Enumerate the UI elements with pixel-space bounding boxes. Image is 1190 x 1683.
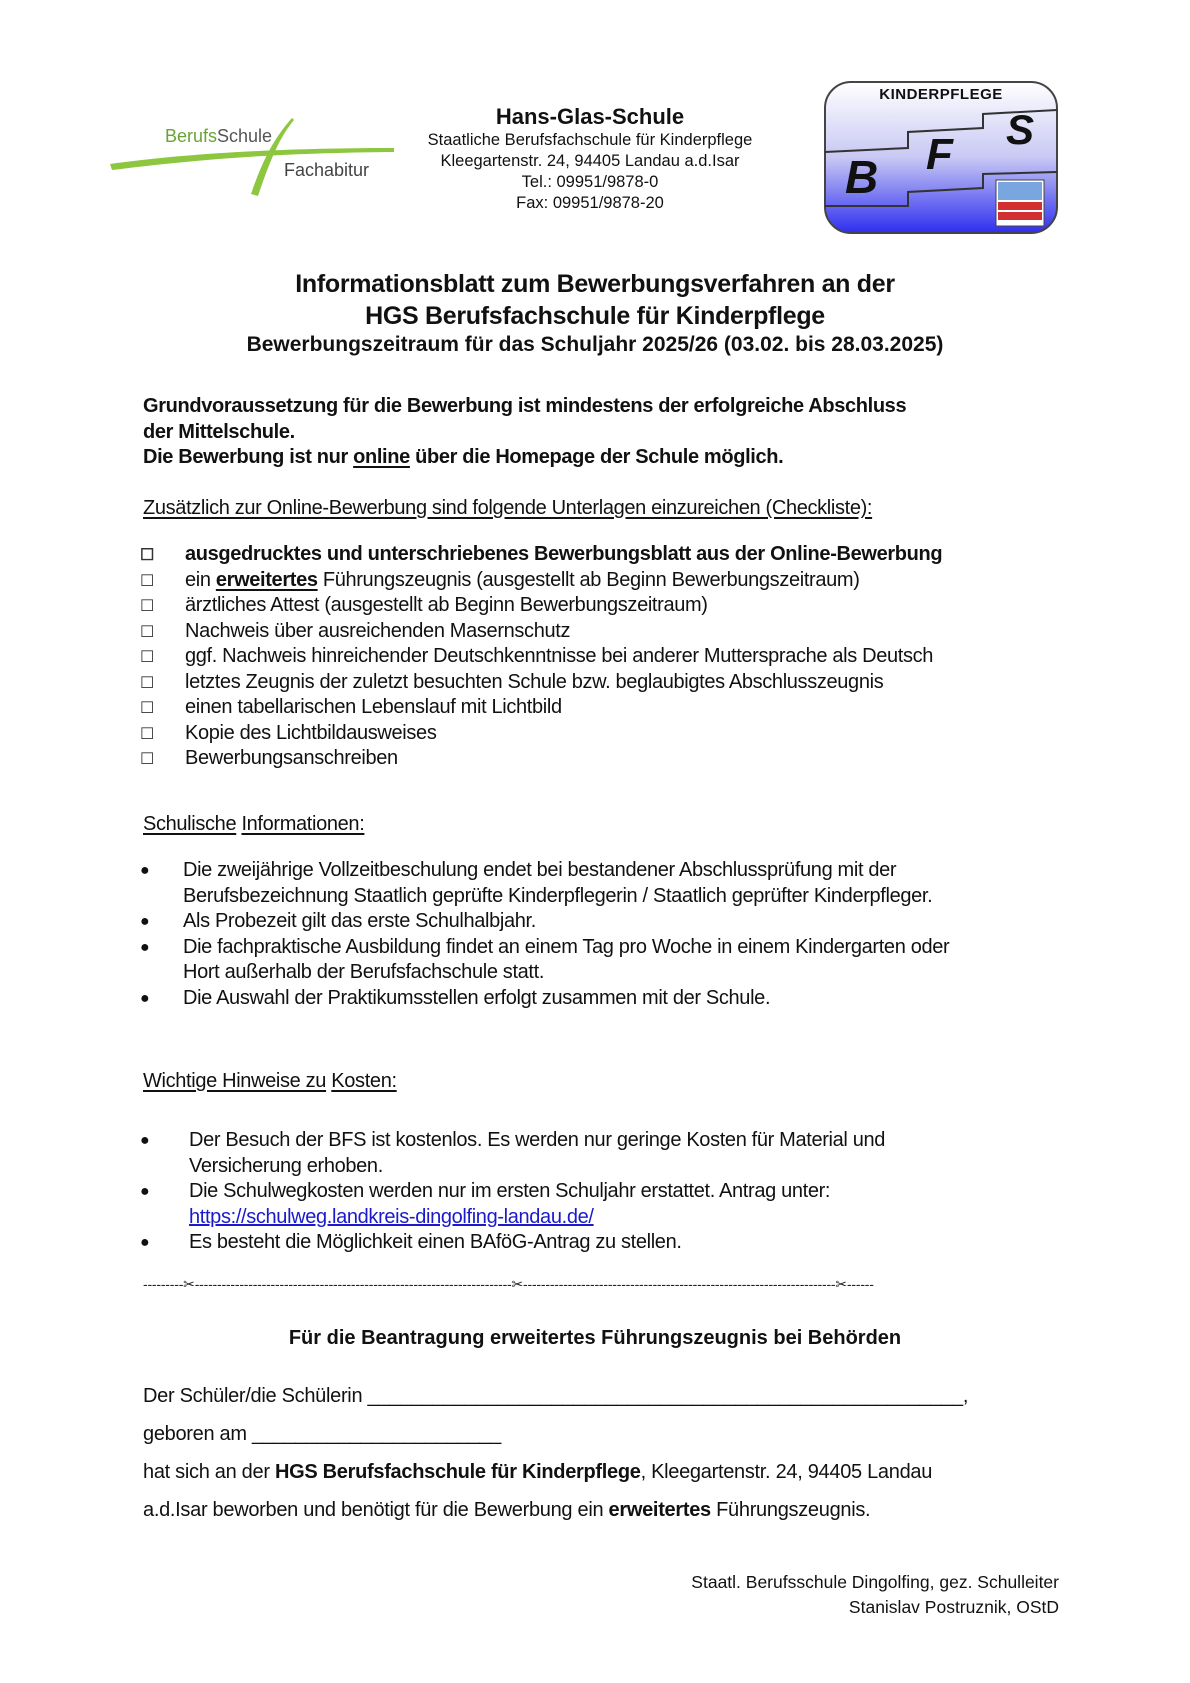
schulweg-link[interactable]: https://schulweg.landkreis-dingolfing-landau.de/ [189,1205,594,1228]
checkbox-icon[interactable]: ☐ [140,751,154,768]
signature-line-1: Staatl. Berufsschule Dingolfing, gez. Schulleiter [691,1572,1059,1592]
birth-date-line: geboren am _______________________ [143,1423,501,1445]
school-address: Kleegartenstr. 24, 94405 Landau a.d.Isar [440,152,740,170]
student-name-line: Der Schüler/die Schülerin _______________________________________________________, [143,1385,969,1407]
scissors-icon: ✂ [835,1276,847,1292]
checklist-item: ☐ Kopie des Lichtbildausweises [140,721,1100,747]
form-heading: Für die Beantragung erweitertes Führungszeugnis bei Behörden [288,1327,902,1349]
checkbox-icon[interactable]: ☐ [140,649,154,666]
checklist-item: ☐ Nachweis über ausreichenden Masernschutz [140,619,1100,645]
checklist-item: ☐ ausgedrucktes und unterschriebenes Bewerbungsblatt aus der Online-Bewerbung [140,542,1100,568]
checklist [140,542,1100,772]
school-type: Staatliche Berufsfachschule für Kinderpflege [427,131,753,149]
bullet-icon: ● [140,1132,150,1149]
title-line-1: Informationsblatt zum Bewerbungsverfahren an der [295,270,895,298]
checklist-item: ☐ ein erweitertes Führungszeugnis (ausgestellt ab Beginn Bewerbungszeitraum) [140,568,1100,594]
prereq-line-3: Die Bewerbung ist nur online über die Homepage der Schule möglich. [143,446,784,468]
online-emphasis: online [353,446,410,468]
school-phone: Tel.: 09951/9878-0 [521,173,659,191]
bullet-icon: ● [140,862,150,879]
checkbox-icon[interactable]: ☐ [140,598,154,615]
list-item: ● Die fachpraktische Ausbildung findet an einem Tag pro Woche in einem Kindergarten oder Hort außerhalb der Berufsfachschule statt. [140,935,950,983]
logo-letter-b: B [845,151,879,203]
signature-block [691,1570,1059,1620]
application-period: Bewerbungszeitraum für das Schuljahr 2025/26 (03.02. bis 28.03.2025) [246,333,944,356]
bullet-icon: ● [140,1234,150,1251]
costs-heading: Wichtige Hinweise zu Kosten: [143,1070,397,1092]
document-title [100,268,1090,358]
logo-letter-s: S [1006,106,1035,153]
checkbox-icon[interactable]: ☐ [140,572,154,590]
form-sentence-1: hat sich an der HGS Berufsfachschule für Kinderpflege, Kleegartenstr. 24, 94405 Landau [143,1461,933,1483]
checkbox-icon[interactable]: ☐ [140,547,154,564]
bullet-icon: ● [140,938,150,956]
school-info-heading: Schulische Informationen: [143,813,365,835]
list-item: ● Es besteht die Möglichkeit einen BAföG-Antrag zu stellen. [138,1230,1098,1256]
scissors-icon: ✂ [183,1276,195,1292]
student-name-field[interactable]: _______________________________________________________ [367,1385,963,1407]
list-item: ● Als Probezeit gilt das erste Schulhalbjahr. [138,909,1098,935]
checklist-item: ☐ ggf. Nachweis hinreichender Deutschkenntnisse bei anderer Muttersprache als Deutsch [140,644,1100,670]
checkbox-icon[interactable]: ☐ [140,623,154,641]
list-item: ● Die Schulwegkosten werden nur im ersten Schuljahr erstattet. Antrag unter: https://schulweg.landkreis-dingolfing-landau.de/ [140,1180,831,1228]
prereq-line-1: Grundvoraussetzung für die Bewerbung ist mindestens der erfolgreiche Abschluss [143,395,907,417]
checklist-heading: Zusätzlich zur Online-Bewerbung sind folgende Unterlagen einzureichen (Checkliste): [143,497,873,519]
logo-berufsschule-text: BerufsSchule [165,126,273,146]
bullet-icon: ● [140,1183,150,1200]
prerequisites-block [143,394,1103,471]
cut-here-line: ---------✂-----------------------------------------------------------------------✂----------------------------------------------------------------------✂------ [143,1276,874,1292]
school-info-list [138,858,1098,1011]
bullet-icon: ● [140,989,150,1007]
prereq-line-2: der Mittelschule. [143,420,295,443]
erweitertes-emphasis: erweitertes [215,568,318,591]
checkbox-icon[interactable]: ☐ [140,725,154,743]
logo-letter-f: F [926,130,953,179]
logo-banner-text: KINDERPFLEGE [879,86,1003,103]
checklist-item: ☐ letztes Zeugnis der zuletzt besuchten Schule bzw. beglaubigtes Abschlusszeugnis [140,670,1100,696]
checklist-item: ☐ einen tabellarischen Lebenslauf mit Lichtbild [140,695,1100,721]
birth-date-field[interactable]: _______________________ [252,1423,501,1445]
checklist-item: ☐ ärztliches Attest (ausgestellt ab Beginn Bewerbungszeitraum) [140,593,1100,619]
bfs-kinderpflege-logo [823,80,1059,235]
checkbox-icon[interactable]: ☐ [140,674,154,692]
list-item: ● Die Auswahl der Praktikumsstellen erfolgt zusammen mit der Schule. [138,986,1098,1012]
logo-fachabitur-text: Fachabitur [284,160,370,180]
berufsschule-fachabitur-logo [108,112,398,202]
checkbox-icon[interactable]: ☐ [140,700,154,717]
costs-list [138,1128,1098,1256]
scissors-icon: ✂ [511,1276,524,1292]
school-fax: Fax: 09951/9878-20 [516,194,664,212]
bullet-icon: ● [140,913,150,930]
school-address-block [400,104,780,214]
list-item: ● Der Besuch der BFS ist kostenlos. Es werden nur geringe Kosten für Material und Versicherung erhoben. [140,1129,886,1177]
title-line-2: HGS Berufsfachschule für Kinderpflege [365,302,825,330]
form-sentence-2: a.d.Isar beworben und benötigt für die Bewerbung ein erweitertes Führungszeugnis. [143,1499,871,1521]
school-name: Hans-Glas-Schule [495,104,685,129]
list-item: ● Die zweijährige Vollzeitbeschulung endet bei bestandener Abschlussprüfung mit der Berufsbezeichnung Staatlich geprüfte Kinderpflegerin / Staatlich geprüfter Kinderpfleger. [140,859,933,907]
signature-line-2: Stanislav Postruznik, OStD [848,1597,1059,1617]
checklist-item: ☐ Bewerbungsanschreiben [140,746,1100,772]
